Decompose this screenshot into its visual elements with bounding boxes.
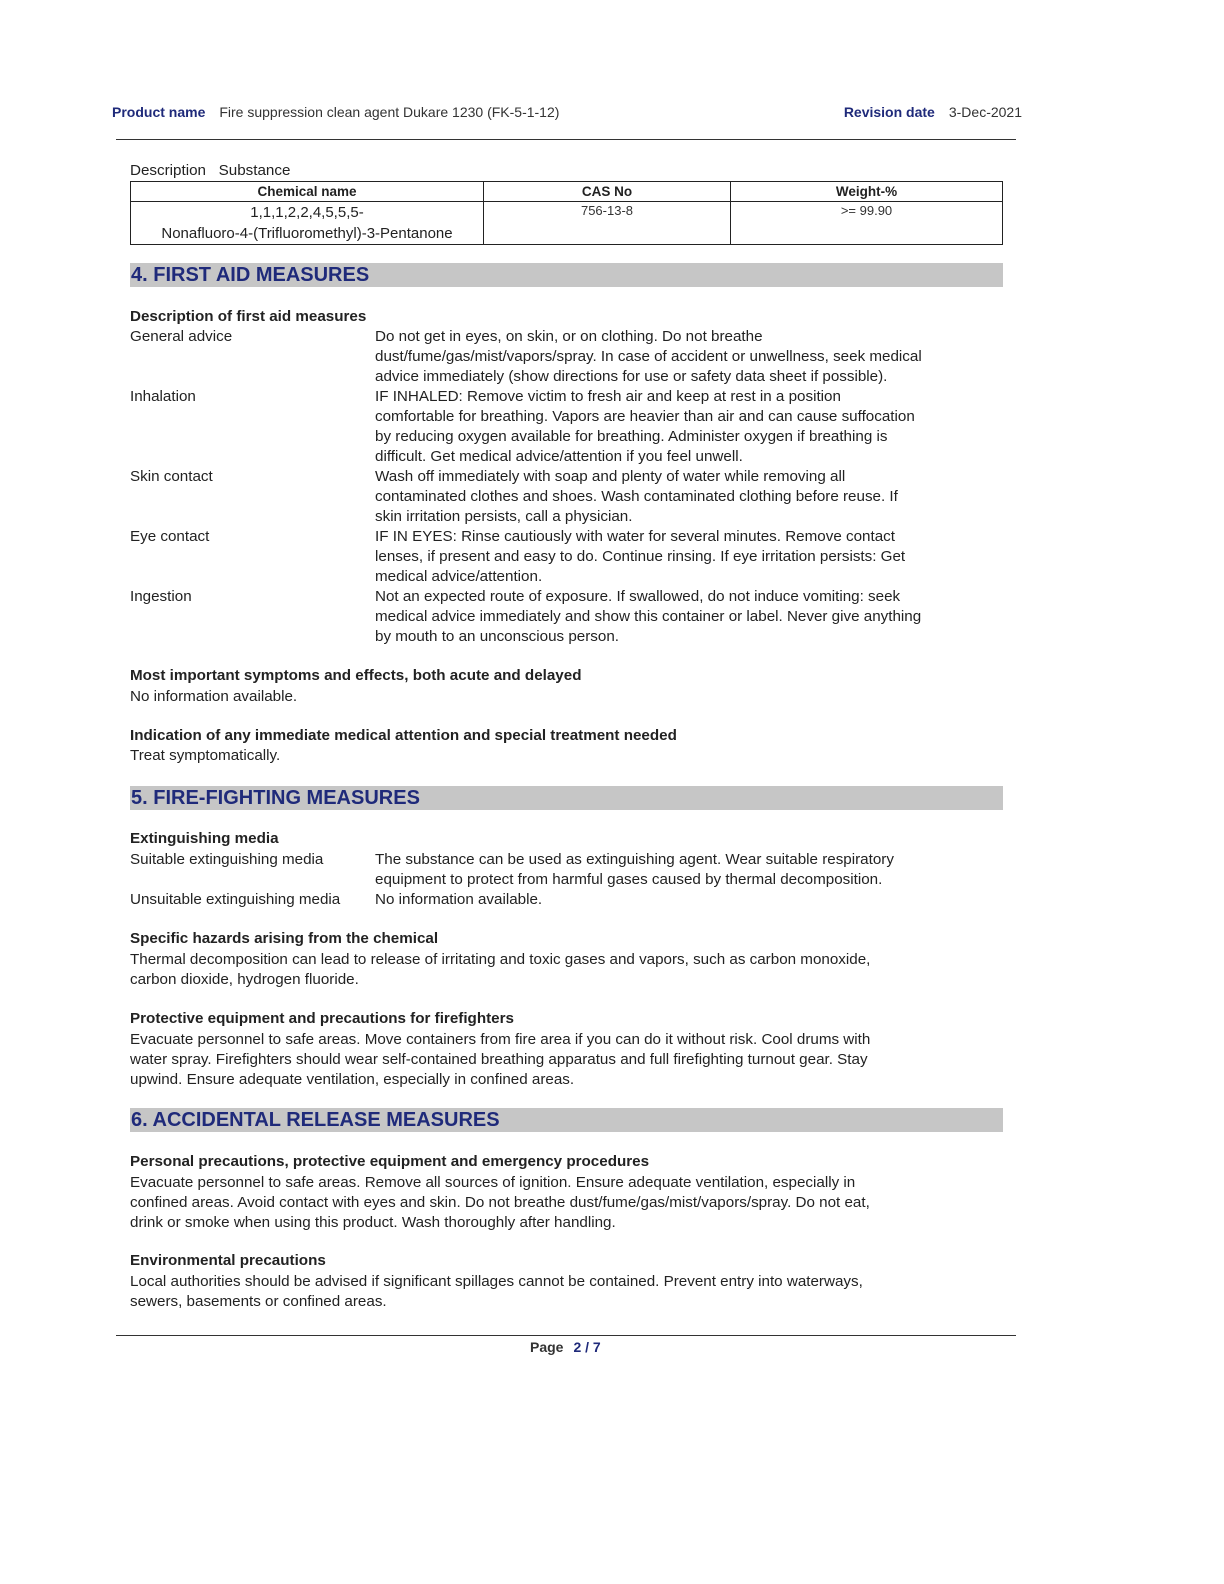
text-line: Local authorities should be advised if significant spillages cannot be contained. Prevent entry into waterways, — [130, 1273, 863, 1290]
indication-heading: Indication of any immediate medical attention and special treatment needed — [130, 727, 677, 744]
text-line: upwind. Ensure adequate ventilation, especially in confined areas. — [130, 1071, 575, 1088]
section-6-banner: 6. ACCIDENTAL RELEASE MEASURES — [130, 1108, 1003, 1132]
specific-hazards-text — [130, 950, 870, 990]
product-name-value: Fire suppression clean agent Dukare 1230 (FK-5-1-12) — [219, 104, 560, 120]
text-line: skin irritation persists, call a physician. — [375, 508, 633, 525]
document-header — [112, 104, 1022, 124]
item-text — [375, 587, 1005, 647]
text-line: Evacuate personnel to safe areas. Remove all sources of ignition. Ensure adequate ventilation, especially in — [130, 1174, 856, 1191]
text-line: sewers, basements or confined areas. — [130, 1293, 387, 1310]
text-line: Not an expected route of exposure. If swallowed, do not induce vomiting: seek — [375, 588, 901, 605]
text-line: by mouth to an unconscious person. — [375, 628, 619, 645]
text-line: medical advice immediately and show this container or label. Never give anything — [375, 608, 922, 625]
col-cas-no: CAS No — [484, 182, 731, 202]
item-text — [375, 850, 1005, 890]
page-value: 2 / 7 — [573, 1339, 601, 1355]
text-line: advice immediately (show directions for use or safety data sheet if possible). — [375, 368, 888, 385]
symptoms-text: No information available. — [130, 688, 298, 705]
text-line: Wash off immediately with soap and plenty of water while removing all — [375, 468, 846, 485]
revision-date-label: Revision date — [843, 104, 935, 120]
text-line: dust/fume/gas/mist/vapors/spray. In case of accident or unwellness, seek medical — [375, 348, 922, 365]
text-line: carbon dioxide, hydrogen fluoride. — [130, 971, 359, 988]
table-row — [131, 202, 1003, 245]
text-line: The substance can be used as extinguishing agent. Wear suitable respiratory — [375, 851, 894, 868]
revision-date-value: 3-Dec-2021 — [948, 104, 1022, 120]
first-aid-description-heading: Description of first aid measures — [130, 308, 367, 325]
item-label: Suitable extinguishing media — [130, 851, 324, 868]
personal-precautions-heading: Personal precautions, protective equipment and emergency procedures — [130, 1153, 650, 1170]
item-label: General advice — [130, 328, 233, 345]
protective-equipment-heading: Protective equipment and precautions for firefighters — [130, 1010, 514, 1027]
section-4-banner: 4. FIRST AID MEASURES — [130, 263, 1003, 287]
composition-table — [130, 181, 1003, 245]
protective-equipment-text — [130, 1030, 870, 1090]
item-label: Skin contact — [130, 468, 213, 485]
text-line: drink or smoke when using this product. Wash thoroughly after handling. — [130, 1214, 616, 1231]
text-line: contaminated clothes and shoes. Wash contaminated clothing before reuse. If — [375, 488, 898, 505]
text-line: lenses, if present and easy to do. Continue rinsing. If eye irritation persists: Get — [375, 548, 906, 565]
text-line: by reducing oxygen available for breathing. Administer oxygen if breathing is — [375, 428, 888, 445]
item-text — [375, 387, 1005, 467]
text-line: comfortable for breathing. Vapors are heavier than air and can cause suffocation — [375, 408, 915, 425]
personal-precautions-text — [130, 1173, 870, 1233]
indication-text: Treat symptomatically. — [130, 747, 281, 764]
text-line: equipment to protect from harmful gases caused by thermal decomposition. — [375, 871, 883, 888]
text-line: IF IN EYES: Rinse cautiously with water for several minutes. Remove contact — [375, 528, 895, 545]
text-line: Do not get in eyes, on skin, or on clothing. Do not breathe — [375, 328, 763, 345]
item-text — [375, 327, 1005, 387]
header-divider — [116, 139, 1016, 140]
text-line: IF INHALED: Remove victim to fresh air and keep at rest in a position — [375, 388, 841, 405]
footer-divider — [116, 1335, 1016, 1336]
section-5-banner: 5. FIRE-FIGHTING MEASURES — [130, 786, 1003, 810]
item-label: Unsuitable extinguishing media — [130, 891, 341, 908]
text-line: water spray. Firefighters should wear self-contained breathing apparatus and full firefighting turnout gear. Stay — [130, 1051, 868, 1068]
environmental-precautions-heading: Environmental precautions — [130, 1252, 326, 1269]
cell-weight: >= 99.90 — [731, 202, 1003, 245]
item-label: Inhalation — [130, 388, 196, 405]
description-line — [130, 161, 290, 181]
item-text — [375, 467, 1005, 527]
text-line: confined areas. Avoid contact with eyes and skin. Do not breathe dust/fume/gas/mist/vapors/spray. Do not eat, — [130, 1194, 870, 1211]
product-name-label: Product name — [112, 104, 206, 120]
item-label: Eye contact — [130, 528, 210, 545]
cell-cas-no: 756-13-8 — [484, 202, 731, 245]
text-line: Thermal decomposition can lead to release of irritating and toxic gases and vapors, such as carbon monoxide, — [130, 951, 871, 968]
text-line: difficult. Get medical advice/attention if you feel unwell. — [375, 448, 743, 465]
col-weight: Weight-% — [731, 182, 1003, 202]
description-value: Substance — [218, 162, 291, 179]
page-number — [530, 1339, 601, 1355]
text-line: Evacuate personnel to safe areas. Move containers from fire area if you can do it without risk. Cool drums with — [130, 1031, 871, 1048]
symptoms-heading: Most important symptoms and effects, both acute and delayed — [130, 667, 582, 684]
extinguishing-media-heading: Extinguishing media — [130, 830, 279, 847]
environmental-precautions-text — [130, 1272, 863, 1312]
chemical-name-line2: Nonafluoro-4-(Trifluoromethyl)-3-Pentanone — [161, 225, 453, 242]
cell-chemical-name — [131, 202, 484, 245]
page-label: Page — [530, 1339, 564, 1355]
item-text — [375, 527, 1005, 587]
text-line: medical advice/attention. — [375, 568, 543, 585]
specific-hazards-heading: Specific hazards arising from the chemical — [130, 930, 439, 947]
table-header-row — [131, 182, 1003, 202]
description-label: Description — [130, 162, 206, 179]
item-text: No information available. — [375, 891, 543, 908]
col-chemical-name: Chemical name — [131, 182, 484, 202]
item-label: Ingestion — [130, 588, 192, 605]
chemical-name-line1: 1,1,1,2,2,4,5,5,5- — [250, 204, 364, 221]
